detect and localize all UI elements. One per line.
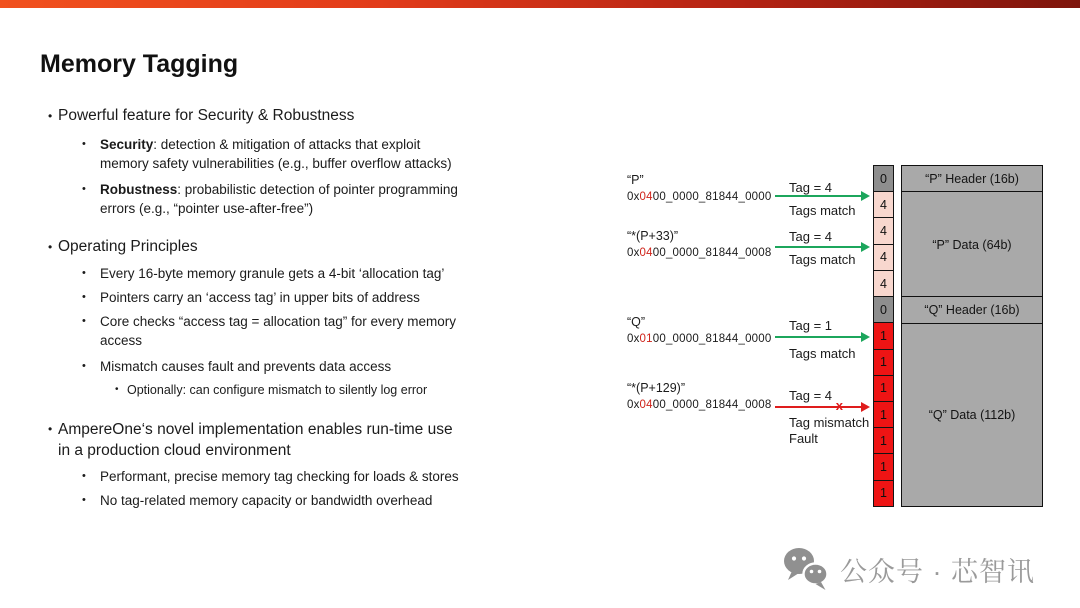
watermark-text: 公众号 · 芯智讯 [840,556,1035,587]
list-item [40,106,630,126]
tag-cell: 1 [873,427,894,454]
pointer-label: “*(P+33)” [627,229,679,243]
mismatch-text: Tag mismatch [789,415,870,430]
pointer-p-plus-33 [627,228,771,260]
tag-cell: 1 [873,322,894,349]
pointer-address: 0x0100_0000_81844_0000 [627,333,772,345]
memory-blocks [901,165,1043,507]
bullet-text: memory safety vulnerabilities (e.g., buffer overflow attacks) [100,156,452,171]
bullet-list [40,106,630,510]
fault-text: Fault [789,430,818,446]
pointer-q [627,314,771,346]
tag-cell: 0 [873,296,894,323]
bullet-text: No tag-related memory capacity or bandwidth overhead [100,493,433,508]
bullet-icon: • [82,183,86,195]
bullet-icon: • [82,494,86,506]
accent-top-bar [0,0,1080,8]
watermark [782,546,1035,592]
bullet-icon: • [82,315,86,327]
tag-cell: 1 [873,480,894,507]
tag-cell: 1 [873,375,894,402]
tag-result-label: Tags match [789,346,856,361]
list-item [40,180,630,218]
pointer-address: 0x0400_0000_81844_0008 [627,399,772,411]
list-item [40,135,630,173]
tag-column [873,165,894,507]
tag-cell: 1 [873,401,894,428]
pointer-label: “*(P+129)” [627,381,686,395]
pointer-p-plus-129 [627,380,771,412]
bullet-icon: • [82,360,86,372]
arrowhead-icon [861,402,870,412]
tag-cell: 4 [873,270,894,297]
bullet-icon: • [48,240,53,254]
bullet-text: Every 16-byte memory granule gets a 4-bit ‘allocation tag’ [100,266,445,281]
list-item [40,264,630,283]
address-tag-bits: 04 [639,247,653,259]
pointer-label: “Q” [627,315,646,329]
bullet-text: Powerful feature for Security & Robustness [58,107,355,124]
tag-result-label: Tags match [789,252,856,267]
memory-block: “P” Header (16b) [901,165,1043,193]
bullet-text: Robustness: probabilistic detection of pointer programming [100,182,458,197]
bullet-icon: • [82,138,86,150]
tag-cell: 1 [873,349,894,376]
bullet-text: Mismatch causes fault and prevents data access [100,359,392,374]
page-title: Memory Tagging [40,50,239,78]
address-tag-bits: 04 [639,191,653,203]
arrowhead-icon [861,242,870,252]
tag-value-label: Tag = 4 [789,229,833,244]
address-tag-bits: 01 [639,333,653,345]
bullet-text: errors (e.g., “pointer use-after-free”) [100,201,314,216]
bullet-icon: • [82,470,86,482]
wechat-icon [782,546,830,592]
memory-block: “Q” Data (112b) [901,323,1043,507]
tag-value-label: Tag = 4 [789,388,833,403]
bullet-icon: • [48,109,53,123]
bullet-icon: • [82,291,86,303]
bullet-text: Core checks “access tag = allocation tag” for every memory [100,314,457,329]
memory-block: “Q” Header (16b) [901,296,1043,324]
bullet-text: Security: detection & mitigation of attacks that exploit [100,137,421,152]
list-item [40,288,630,307]
list-item [40,382,630,398]
pointer-address: 0x0400_0000_81844_0008 [627,247,772,259]
arrowhead-icon [861,332,870,342]
arrowhead-icon [861,191,870,201]
bullet-text: access [100,333,143,348]
x-mark-icon: x [835,398,843,413]
tag-cell: 0 [873,165,894,192]
bullet-icon: • [48,422,53,436]
tag-value-label: Tag = 1 [789,318,833,333]
match-arrow [775,336,861,338]
pointer-address: 0x0400_0000_81844_0000 [627,191,772,203]
tag-cell: 4 [873,244,894,271]
list-item [40,237,630,257]
bullet-text: AmpereOne‘s novel implementation enables run-time use [58,421,453,438]
bullet-text: Optionally: can configure mismatch to silently log error [127,383,428,397]
list-item [40,419,630,461]
list-item [40,467,630,486]
bullet-text: Operating Principles [58,238,198,255]
bullet-icon: • [82,267,86,279]
tag-cell: 1 [873,453,894,480]
bullet-text: Performant, precise memory tag checking for loads & stores [100,469,459,484]
list-item [40,491,630,510]
pointer-label: “P” [627,173,644,187]
match-arrow [775,246,861,248]
match-arrow [775,195,861,197]
tag-result-label [789,415,869,446]
address-tag-bits: 04 [639,399,653,411]
tag-cell: 4 [873,217,894,244]
bullet-text: Pointers carry an ‘access tag’ in upper bits of address [100,290,420,305]
bullet-icon: • [115,384,119,395]
memory-block: “P” Data (64b) [901,191,1043,297]
tag-result-label: Tags match [789,203,856,218]
tag-cell: 4 [873,191,894,218]
pointer-p [627,172,771,204]
mismatch-arrow [775,398,861,413]
tag-value-label: Tag = 4 [789,180,833,195]
list-item [40,312,630,350]
bullet-text: in a production cloud environment [58,442,291,459]
list-item [40,357,630,376]
